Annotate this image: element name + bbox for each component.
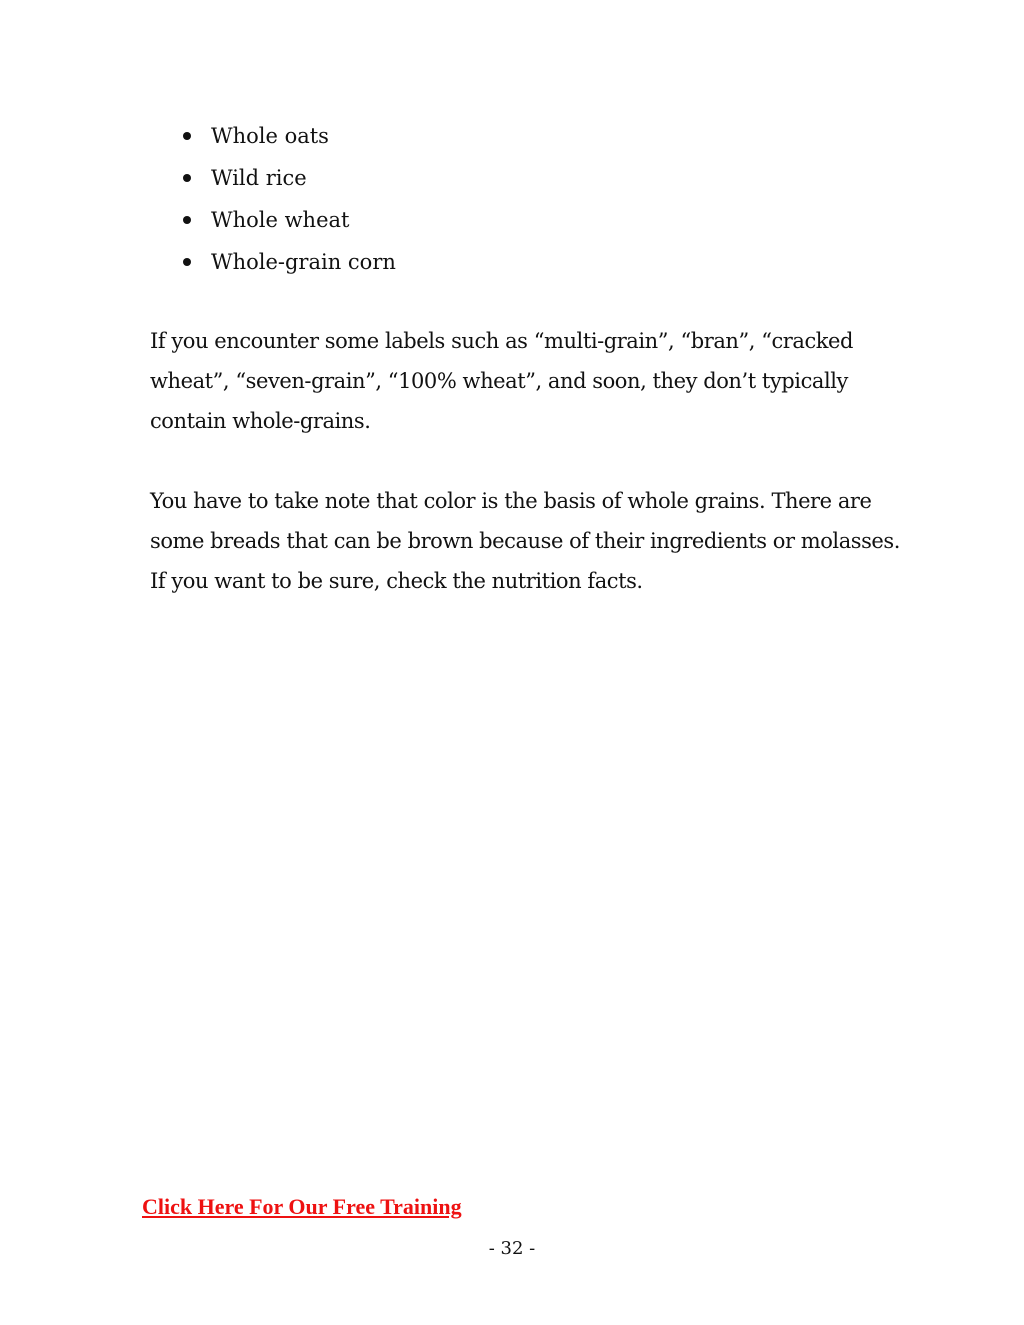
bullet-icon: [183, 132, 191, 140]
list-item: [150, 115, 396, 157]
bullet-icon: [183, 216, 191, 224]
bullet-icon: [183, 174, 191, 182]
grain-bullet-list: [150, 115, 396, 283]
list-item-text: Whole oats: [211, 124, 329, 148]
free-training-link[interactable]: Click Here For Our Free Training: [142, 1194, 462, 1219]
list-item: [150, 241, 396, 283]
list-item: [150, 199, 396, 241]
list-item-text: Whole-grain corn: [211, 250, 396, 274]
list-item-text: Wild rice: [211, 166, 307, 190]
list-item: [150, 157, 396, 199]
list-item-text: Whole wheat: [211, 208, 350, 232]
page-number: - 32 -: [488, 1238, 536, 1259]
paragraph-labels: If you encounter some labels such as “multi-grain”, “bran”, “cracked wheat”, “seven-grain”, “100% wheat”, and soon, they don’t typically contain whole-grains.: [150, 329, 854, 433]
paragraph-color-note: You have to take note that color is the basis of whole grains. There are some breads that can be brown because of their ingredients or molasses. If you want to be sure, check the nutrition facts.: [150, 489, 900, 593]
bullet-icon: [183, 258, 191, 266]
